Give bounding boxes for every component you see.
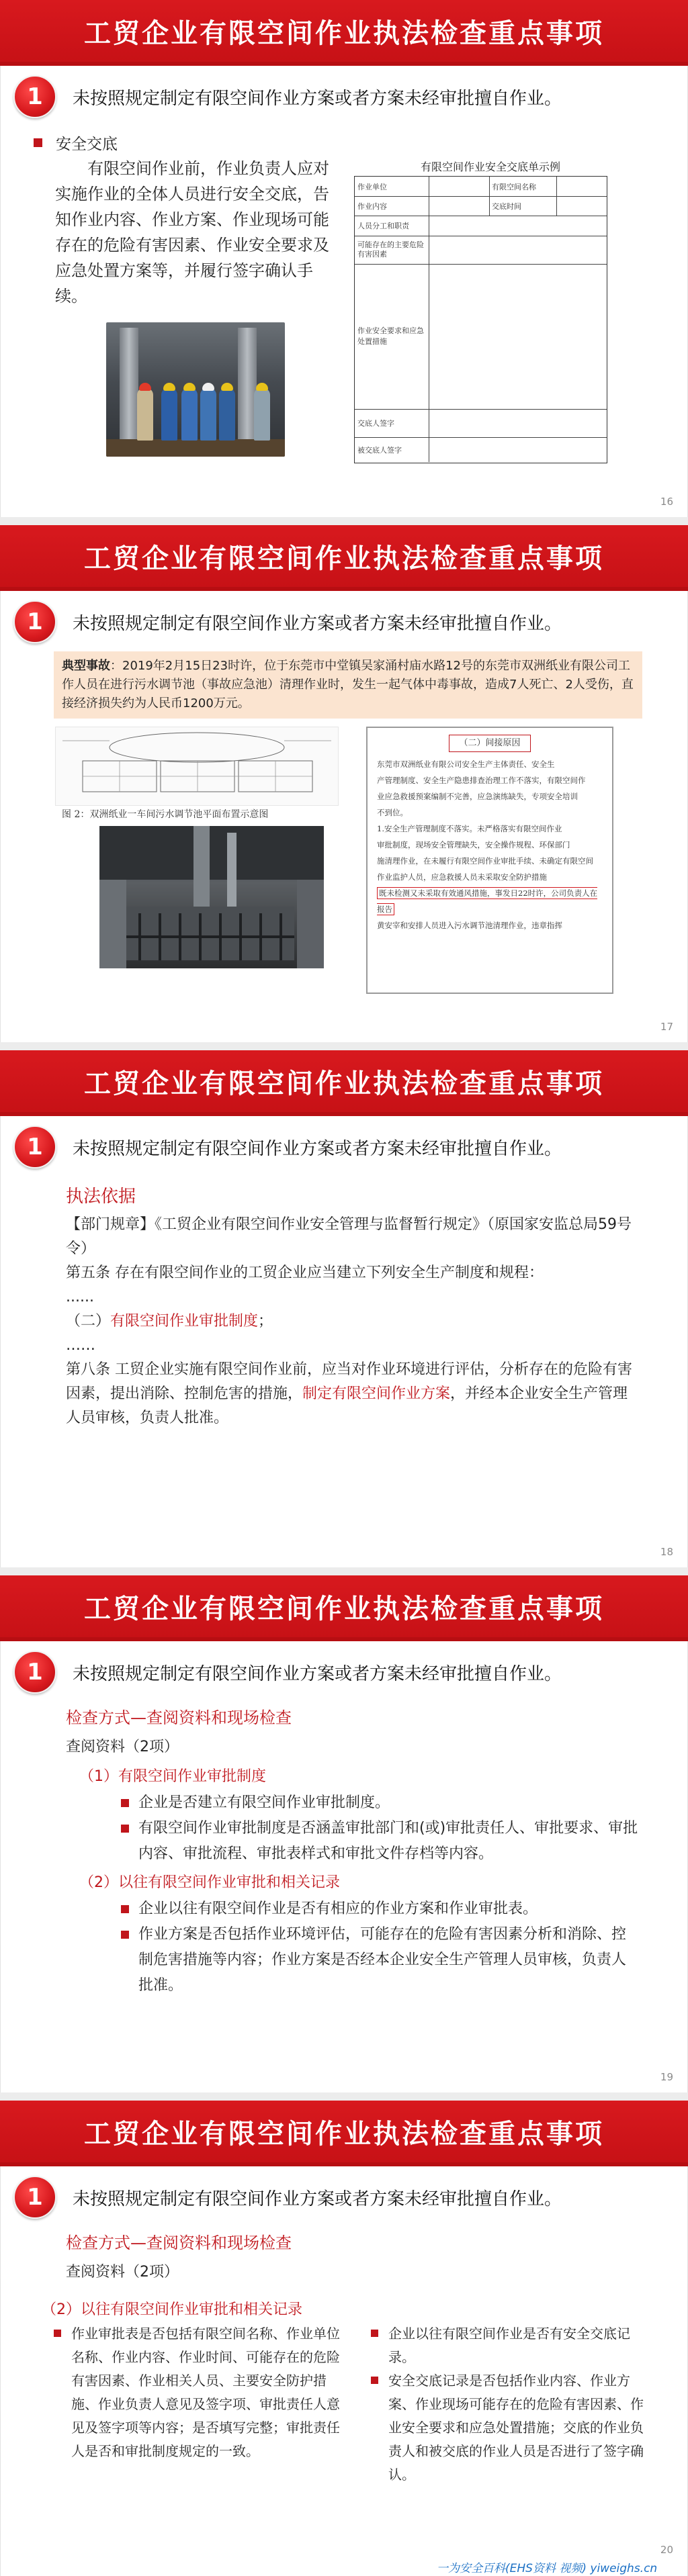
issue-text: 未按照规定制定有限空间作业方案或者方案未经审批擅自作业。 [73, 1138, 562, 1159]
legal-basis [66, 1185, 637, 1430]
report-line: 施清理作业，在未履行有限空间作业审批手续、未确定有限空间 [377, 856, 593, 866]
page-number: 17 [660, 1021, 673, 1033]
report-section-title: （二）间接原因 [449, 735, 531, 752]
slide-17 [0, 525, 688, 1042]
right-bullets [371, 2322, 646, 2487]
slide-18 [0, 1050, 688, 1567]
header-rule [0, 1637, 688, 1641]
pool-site-photo [99, 826, 324, 968]
bullet-item: 企业以往有限空间作业是否有相应的作业方案和作业审批表。 [121, 1896, 638, 1922]
item-2-title: （2）以往有限空间作业审批和相关记录 [79, 1874, 340, 1891]
square-bullet-icon [34, 138, 42, 147]
inspection-method: 检查方式—查阅资料和现场检查 [66, 1708, 292, 1727]
article-5: 第五条 存在有限空间作业的工贸企业应当建立下列安全生产制度和规程： [66, 1264, 544, 1281]
slide-19 [0, 1575, 688, 2092]
page-number: 19 [660, 2071, 673, 2083]
issue-number-badge: 1 [13, 1651, 56, 1694]
page-number: 16 [660, 496, 673, 508]
slide-header: 工贸企业有限空间作业执法检查重点事项 [0, 0, 688, 62]
review-count: 查阅资料（2项） [66, 2264, 179, 2281]
form-cell: 交底人签字 [357, 419, 394, 428]
issue-row [13, 2176, 562, 2219]
issue-text: 未按照规定制定有限空间作业方案或者方案未经审批擅自作业。 [73, 1663, 562, 1684]
issue-row [13, 1125, 562, 1168]
body-text: 有限空间作业前，作业负责人应对实施作业的全体人员进行安全交底，告知作业内容、作业方案、作业现场可能存在的危险有害因素、作业安全要求及应急处置方案等，并履行签字确认手续。 [55, 159, 329, 306]
bullet-item: 企业以往有限空间作业是否有安全交底记录。 [371, 2322, 646, 2369]
issue-text: 未按照规定制定有限空间作业方案或者方案未经审批擅自作业。 [73, 88, 562, 109]
slide-header: 工贸企业有限空间作业执法检查重点事项 [0, 1575, 688, 1637]
bullet-item: 企业是否建立有限空间作业审批制度。 [121, 1790, 638, 1816]
drawing-caption: 图 2：双洲纸业一车间污水调节池平面布置示意图 [62, 809, 269, 820]
review-count: 查阅资料（2项） [66, 1739, 179, 1755]
report-line: 业应急救援预案编制不完善，应急演练缺失，专项安全培训 [377, 792, 578, 801]
issue-number-badge: 1 [13, 1125, 56, 1168]
issue-number-badge: 1 [13, 75, 56, 118]
case-text: ：2019年2月15日23时许，位于东莞市中堂镇吴家涌村庙水路12号的东莞市双洲纸业有限公司工作人员在进行污水调节池（事故应急池）清理作业时，发生一起气体中毒事故，造成7人死亡、2人受伤，直接经济损失约为人民币1200万元。 [62, 659, 634, 710]
item-1-title: （1）有限空间作业审批制度 [79, 1768, 266, 1785]
report-line: 黄安宰和安排人员进入污水调节池清理作业，违章指挥 [377, 921, 562, 930]
header-rule [0, 1112, 688, 1116]
header-rule [0, 2162, 688, 2166]
form-cell: 人员分工和职责 [357, 222, 409, 230]
item-2-title: （2）以往有限空间作业审批和相关记录 [42, 2301, 302, 2318]
page-number: 18 [660, 1546, 673, 1558]
section-subtitle [34, 132, 118, 154]
ellipsis: ...... [66, 1289, 94, 1305]
bullet-item: 作业方案是否包括作业环境评估，可能存在的危险有害因素分析和消除、控制危害措施等内容；作业方案是否经本企业安全生产管理人员审核，负责人批准。 [121, 1922, 638, 1998]
site-briefing-photo [106, 322, 285, 457]
case-label: 典型事故 [62, 659, 110, 673]
issue-text: 未按照规定制定有限空间作业方案或者方案未经审批擅自作业。 [73, 2189, 562, 2209]
briefing-form-table [354, 176, 607, 463]
pool-layout-drawing [55, 727, 339, 806]
typical-accident-box [54, 651, 642, 719]
report-line: 产管理制度、安全生产隐患排查治理工作不落实，有限空间作 [377, 776, 586, 785]
report-line: 审批制度，现场安全管理缺失，安全操作规程、环保部门 [377, 840, 570, 849]
item-1-bullets [121, 1790, 638, 1867]
form-cell: 有限空间名称 [492, 182, 536, 191]
form-cell: 可能存在的主要危险有害因素 [357, 240, 424, 259]
form-cell: 作业单位 [357, 182, 387, 191]
investigation-report-scan [366, 727, 613, 994]
form-title: 有限空间作业安全交底单示例 [420, 160, 560, 173]
page-number: 20 [660, 2544, 673, 2556]
issue-number-badge: 1 [13, 600, 56, 643]
issue-row [13, 75, 562, 118]
slide-header: 工贸企业有限空间作业执法检查重点事项 [0, 525, 688, 587]
left-bullets [54, 2322, 343, 2463]
issue-number-badge: 1 [13, 2176, 56, 2219]
form-cell: 交底时间 [492, 201, 521, 211]
bullet-item: 安全交底记录是否包括作业内容、作业方案、作业现场可能存在的危险有害因素、作业安全要求和应急处置措施；交底的作业负责人和被交底的作业人员是否进行了签字确认。 [371, 2369, 646, 2487]
form-cell: 作业内容 [357, 201, 387, 211]
ellipsis: …… [66, 1337, 95, 1354]
form-cell: 被交底人签字 [357, 445, 402, 455]
report-highlight: 既未检测又未采取有效通风措施，事发日22时许，公司负责人在报告 [377, 888, 598, 914]
issue-text: 未按照规定制定有限空间作业方案或者方案未经审批擅自作业。 [73, 613, 562, 634]
report-line: 1.安全生产管理制度不落实。未严格落实有限空间作业 [377, 824, 562, 833]
report-line: 作业监护人员，应急救援人员未采取安全防护措施 [377, 872, 547, 882]
header-rule [0, 587, 688, 591]
issue-row [13, 1651, 562, 1694]
report-line: 东莞市双洲纸业有限公司安全生产主体责任、安全生 [377, 760, 555, 769]
slide-16 [0, 0, 688, 517]
slide-header: 工贸企业有限空间作业执法检查重点事项 [0, 2101, 688, 2162]
item-2-bullets [121, 1896, 638, 1998]
bullet-item: 有限空间作业审批制度是否涵盖审批部门和(或)审批责任人、审批要求、审批内容、审批流程、审批表样式和审批文件存档等内容。 [121, 1816, 638, 1867]
issue-row [13, 600, 562, 643]
bullet-item: 作业审批表是否包括有限空间名称、作业单位名称、作业内容、作业时间、可能存在的危险有害因素、作业相关人员、主要安全防护措施、作业负责人意见及签字项、审批责任人意见及签字项等内容；是否填写完整；审批责任人是否和审批制度规定的一致。 [54, 2322, 343, 2463]
subtitle-text: 安全交底 [56, 136, 118, 153]
article-8: 第八条 工贸企业实施有限空间作业前，应当对作业环境进行评估，分析存在的危险有害因素，提出消除、控制危害的措施，制定有限空间作业方案，并经本企业安全生产管理人员审核，负责人批准。 [66, 1361, 632, 1426]
report-line: 不到位。 [377, 808, 408, 817]
footer-watermark[interactable]: 一为安全百科(EHS资料 视频) yiweighs.cn [437, 2562, 658, 2575]
regulation-line: 【部门规章】《工贸企业有限空间作业安全管理与监督暂行规定》（原国家安监总局59号令） [66, 1216, 632, 1257]
header-rule [0, 62, 688, 66]
form-cell: 作业安全要求和应急处置措施 [357, 326, 424, 346]
slide-20 [0, 2101, 688, 2576]
article-5-item-2: （二）有限空间作业审批制度； [66, 1313, 273, 1330]
slide-header: 工贸企业有限空间作业执法检查重点事项 [0, 1050, 688, 1112]
inspection-method: 检查方式—查阅资料和现场检查 [66, 2234, 292, 2252]
legal-heading: 执法依据 [66, 1187, 136, 1207]
